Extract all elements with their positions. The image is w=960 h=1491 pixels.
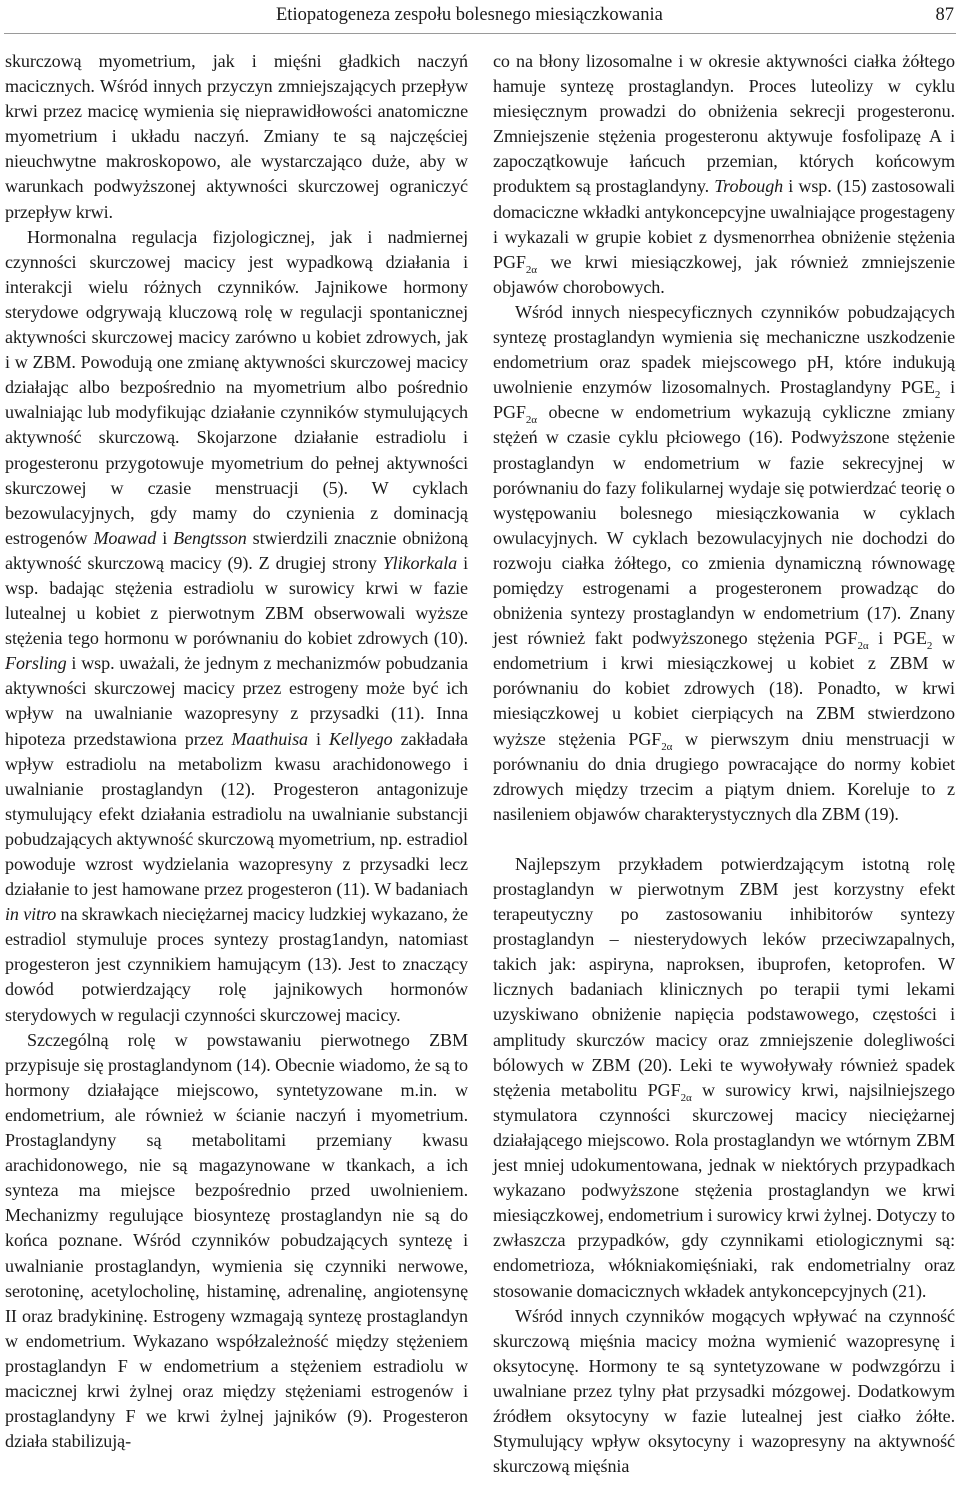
paragraph bbox=[493, 1304, 955, 1480]
author-name: Ylikorkala bbox=[382, 552, 458, 573]
paragraph bbox=[5, 225, 468, 1028]
author-name: Trobough bbox=[714, 176, 784, 197]
text-run: w pierwszym dniu menstruacji w porównaniu do dnia drugiego powracające do normy kobiet zdrowych między trzecim a piątym dniem. Koreluje to z nasileniem objawów charakterystycznych dla ZBM (19). bbox=[493, 728, 955, 824]
text-run: stwierdzili znacznie obniżoną aktywność skurczową macicy (9). Z drugiej strony bbox=[5, 527, 468, 573]
text-run: na skrawkach nieciężarnej macicy ludzkiej wykazano, że estradiol stymuluje proces syntezy prostag1andyn, natomiast progesteron jest czynnikiem hamującym (13). Jest to znaczący dowód potwierdzający rolę jajnikowych hormonów sterydowych w regulacji czynności skurczowej macicy. bbox=[5, 904, 468, 1025]
subscript: 2α bbox=[661, 740, 673, 753]
running-header bbox=[0, 0, 960, 30]
subscript: 2 bbox=[926, 640, 933, 653]
subscript: 2α bbox=[525, 414, 537, 427]
text-run: i PGF bbox=[493, 377, 955, 423]
text-run: w endometrium i krwi miesiączkowej u kobiet z ZBM w porównaniu do kobiet zdrowych (18). Ponadto, w krwi miesiączkowej u kobiet cierpiących na ZBM stwierdzono wyższe stężenia PGF bbox=[493, 628, 955, 749]
subscript: 2α bbox=[525, 263, 537, 276]
text-run: obecne w endometrium wykazują cykliczne zmiany stężeń w czasie cyklu płciowego (16). Podwyższone stężenie prostaglandyn w endometrium w fazie sekrecyjnej w porównaniu do fazy folikularnej wydaje się potwierdzać teorię o występowaniu bolesnego miesiączkowania w cyklach owulacyjnych. W cyklach bezowulacyjnych nie dochodzi do rozwoju ciałka żółtego, co zmienia dynamiczną równowagę pomiędzy estrogenami a progesteronem prowadząc do obniżenia syntezy prostaglandyn w endometrium (17). Znany jest również fakt podwyższonego stężenia PGF bbox=[493, 402, 955, 649]
subscript: 2α bbox=[857, 640, 869, 653]
text-run: Najlepszym przykładem potwierdzającym istotną rolę prostaglandyn w pierwotnym ZBM jest korzystny efekt terapeutyczny po zastosowaniu inhibitorów syntezy prostaglandyn – niesterydowych leków przeciwzapalnych, takich jak: aspiryna, naproksen, ibuprofen, ketoprofen. W licznych badaniach klinicznych po terapii tymi lekami uzyskiwano obniżenie napięcia podstawowego, częstości i amplitudy skurczów macicy oraz zmniejszenie dolegliwości bólowych w ZBM (20). Leki te wywoływały również spadek stężenia metabolitu PGF bbox=[493, 853, 955, 1100]
text-run: i wsp. badając stężenia estradiolu w surowicy krwi w fazie lutealnej u kobiet z pierwotnym ZBM obserwowali wyższe stężenia tego hormonu w porównaniu do kobiet zdrowych (10). bbox=[5, 552, 469, 649]
text-run: Szczególną rolę w powstawaniu pierwotnego ZBM przypisuje się prostaglandynom (14). Obecnie wiadomo, że są to hormony działające miejscowo, syntetyzowane m.in. w endometrium, ale również w ścianie naczyń i myometrium. Prostaglandyny są metabolitami przemiany kwasu arachidonowego, nie są magazynowane w tkankach, a ich synteza ma miejsce bezpośrednio przed uwolnieniem. Mechanizmy regulujące biosyntezę prostaglandyn nie są do końca poznane. Wśród czynników pobudzających syntezę i uwalnianie prostaglandyn, wymienia się czynniki nerwowe, serotoninę, acetylocholinę, histaminę, adrenalinę, angiotensynę II oraz bradykininę. Estrogeny wzmagają syntezę prostaglandyn w endometrium. Wykazano współzależność między stężeniem prostaglandyn F w endometrium a stężeniem estradiolu w macicznej krwi żylnej oraz między stężeniami estrogenów i prostaglandyny F we krwi żylnej jajników (9). Progesteron działa stabilizują- bbox=[5, 1029, 468, 1452]
right-column bbox=[493, 49, 955, 1479]
subscript: 2α bbox=[680, 1091, 692, 1104]
paragraph bbox=[5, 1028, 468, 1455]
text-run: i bbox=[156, 527, 174, 548]
author-name: Forsling bbox=[5, 653, 67, 674]
text-run: we krwi miesiączkowej, jak również zmniejszenie objawów chorobowych. bbox=[493, 251, 955, 297]
text-run: i wsp. (15) zastosowali domaciczne wkładki antykoncepcyjne uwalniające progestageny i wykazali w grupie kobiet z dysmenorrhea obniżenie stężenia PGF bbox=[493, 176, 955, 272]
text-run: co na błony lizosomalne i w okresie aktywności ciałka żółtego hamuje syntezę prostaglandyn. Proces luteolizy w cyklu miesięcznym prowadzi do obniżenia sekrecji progesteronu. Zmniejszenie stężenia progesteronu aktywuje fosfolipazę A i zapoczątkowuje łańcuch przemian, których końcowym produktem są prostaglandyny. bbox=[493, 51, 955, 197]
paragraph bbox=[493, 300, 955, 827]
paragraph bbox=[5, 49, 468, 225]
text-run: Hormonalna regulacja fizjologicznej, jak i nadmiernej czynności skurczowej macicy jest wypadkową działania i interakcji wielu różnych czynników. Jajnikowe hormony sterydowe odgrywają kluczową rolę w regulacji spontanicznej aktywności skurczowej macicy zarówno u kobiet zdrowych, jak i w ZBM. Powodują one zmianę aktywności skurczowej macicy działając albo bezpośrednio na myometrium albo pośrednio uwalniając lub modyfikując działanie czynników stymulujących aktywność skurczową. Skojarzone działanie estradiolu i progesteronu przygotowuje myometrium do pełnej aktywności skurczowej w czasie menstruacji (5). W cyklach bezowulacyjnych, gdy mamy do czynienia z dominacją estrogenów bbox=[5, 226, 468, 548]
author-name: Kellyego bbox=[329, 728, 393, 749]
text-run: i bbox=[308, 728, 330, 749]
text-run: Wśród innych niespecyficznych czynników pobudzających syntezę prostaglandyn wymienia się mechaniczne uszkodzenie endometrium oraz spadek miejscowego pH, które indukują uwolnienie enzymów lizosomalnych. Prostaglandyny PGE bbox=[493, 301, 955, 398]
text-run: Wśród innych czynników mogących wpływać na czynność skurczową mięśnia macicy można wymienić wazopresynę i oksytocynę. Hormony te są syntetyzowane w podwzgórzu i uwalniane przez tylny płat przysadki mózgowej. Dodatkowym źródłem oksytocyny w fazie lutealnej jest ciałko żółte. Stymulujący wpływ oksytocyny i wazopresyny na aktywność skurczową mięśnia bbox=[493, 1305, 955, 1477]
author-name: Maathuisa bbox=[231, 728, 308, 749]
paragraph bbox=[493, 852, 955, 1304]
author-name: Moawad bbox=[93, 527, 157, 548]
left-column bbox=[5, 49, 468, 1454]
text-run: zakładała wpływ estradiolu na metabolizm kwasu arachidonowego i uwalnianie prostaglandyn (12). Progesteron antagonizuje stymulujący efekt działania estradiolu na uwalnianie substancji pobudzających aktywność skurczową myometrium, np. estradiol powoduje wzrost wydzielania wazopresyny z przysadki lecz działanie to jest hamowane przez progesteron (11). W badaniach bbox=[5, 728, 468, 900]
running-header-title: Etiopatogeneza zespołu bolesnego miesiączkowania bbox=[276, 5, 663, 25]
author-name: Bengtsson bbox=[173, 527, 247, 548]
text-run: skurczową myometrium, jak i mięśni gładkich naczyń macicznych. Wśród innych przyczyn zmniejszających przepływ krwi przez macicę wymienia się nieprawidłowości anatomiczne myometrium i układu naczyń. Zmiany te są najczęściej nieuchwytne makroskopowo, ale wystarczająco duże, aby w warunkach podwyższonej aktywności skurczowej ograniczyć przepływ krwi. bbox=[5, 51, 468, 222]
page-number: 87 bbox=[935, 5, 954, 25]
paragraph bbox=[493, 49, 955, 300]
text-run: i wsp. uważali, że jednym z mechanizmów pobudzania aktywności skurczowej macicy przez estrogeny może być ich wpływ na uwalnianie wazopresyny z przysadki (11). Inna hipoteza przedstawiona przez bbox=[5, 653, 468, 749]
header-divider bbox=[4, 33, 956, 34]
text-run: i PGE bbox=[868, 628, 927, 649]
italic-term: in vitro bbox=[5, 904, 57, 925]
subscript: 2 bbox=[934, 389, 941, 402]
text-run: w surowicy krwi, najsilniejszego stymulatora czynności skurczowej macicy nieciężarnej działającego miejscowo. Rola prostaglandyn we wtórnym ZBM jest mniej udokumentowana, jednak w niektórych przypadkach wykazano podwyższone stężenia prostaglandyn we krwi miesiączkowej, endometrium i surowicy krwi żylnej. Dotyczy to zwłaszcza przypadków, gdy czynnikami etiologicznymi są: endometrioza, włókniakomięśniaki, rak endometrialny oraz stosowanie domacicznych wkładek antykoncepcyjnych (21). bbox=[493, 1079, 955, 1301]
